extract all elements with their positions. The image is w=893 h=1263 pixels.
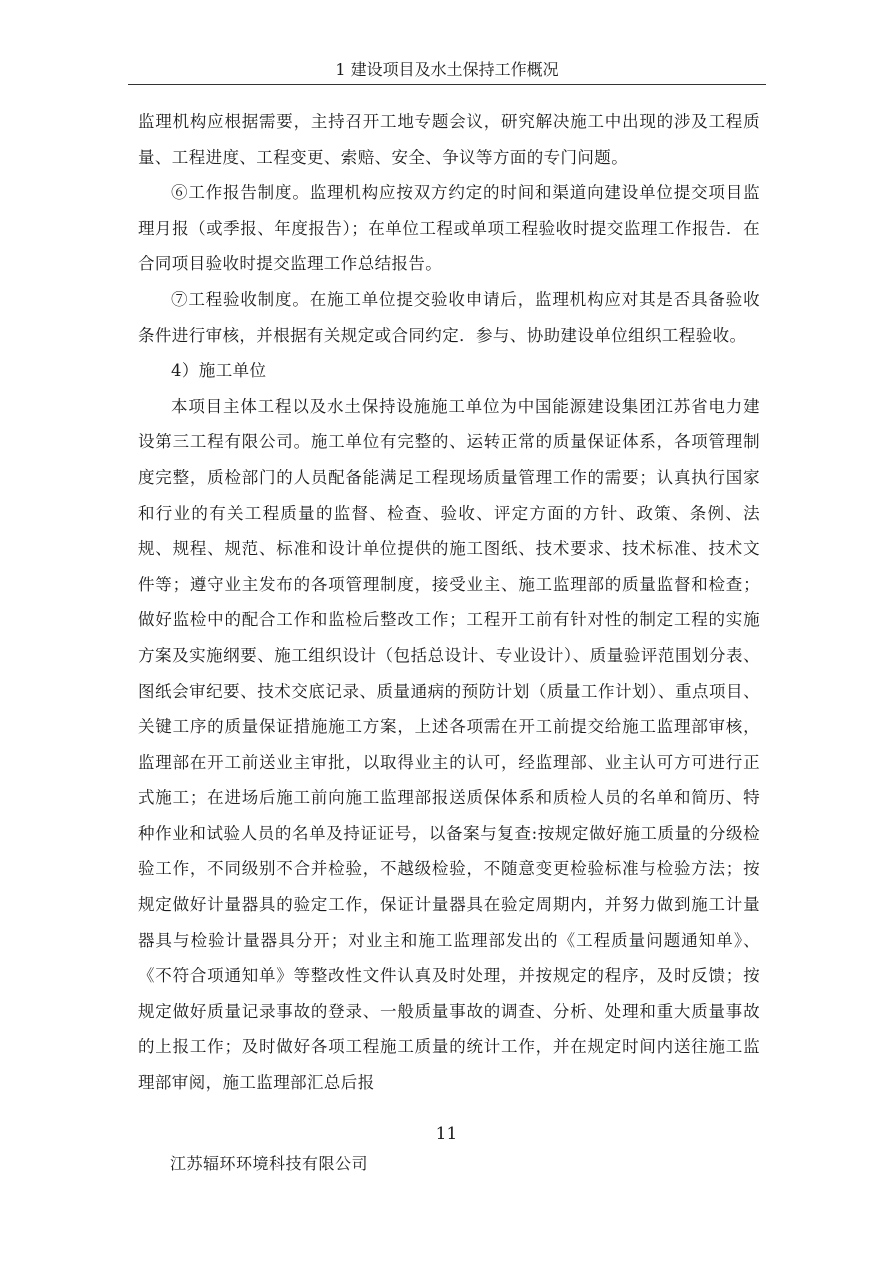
paragraph-meeting-continuation: 监理机构应根据需要，主持召开工地专题会议，研究解决施工中出现的涉及工程质量、工程进度、工程变更、索赔、安全、争议等方面的专门问题。 — [138, 112, 760, 167]
section-heading-construction-unit: 4）施工单位 — [171, 361, 267, 381]
document-body — [138, 104, 760, 1101]
header-title: 1 建设项目及水土保持工作概况 — [335, 60, 559, 79]
page-header — [128, 56, 766, 85]
paragraph-report-system: ⑥工作报告制度。监理机构应按双方约定的时间和渠道向建设单位提交项目监理月报（或季报、年度报告）；在单位工程或单项工程验收时提交监理工作报告．在合同项目验收时提交监理工作总结报告。 — [138, 183, 760, 274]
page-number: 11 — [435, 1124, 458, 1144]
paragraph-construction-unit: 本项目主体工程以及水土保持设施施工单位为中国能源建设集团江苏省电力建设第三工程有限公司。施工单位有完整的、运转正常的质量保证体系，各项管理制度完整，质检部门的人员配备能满足工程现场质量管理工作的需要；认真执行国家和行业的有关工程质量的监督、检查、验收、评定方面的方针、政策、条例、法规、规程、规范、标准和设计单位提供的施工图纸、技术要求、技术标准、技术文件等；遵守业主发布的各项管理制度，接受业主、施工监理部的质量监督和检查；做好监检中的配合工作和监检后整改工作；工程开工前有针对性的制定工程的实施方案及实施纲要、施工组织设计（包括总设计、专业设计）、质量验评范围划分表、图纸会审纪要、技术交底记录、质量通病的预防计划（质量工作计划）、重点项目、关键工序的质量保证措施施工方案，上述各项需在开工前提交给施工监理部审核，监理部在开工前送业主审批，以取得业主的认可，经监理部、业主认可方可进行正式施工；在进场后施工前向施工监理部报送质保体系和质检人员的名单和简历、特种作业和试验人员的名单及持证证号，以备案与复查:按规定做好施工质量的分级检验工作，不同级别不合并检验，不越级检验，不随意变更检验标准与检验方法；按规定做好计量器具的验定工作，保证计量器具在验定周期内，并努力做到施工计量器具与检验计量器具分开；对业主和施工监理部发出的《工程质量问题通知单》、《不符合项通知单》等整改性文件认真及时处理，并按规定的程序，及时反馈；按规定做好质量记录事故的登录、一般质量事故的调查、分析、处理和重大质量事故的上报工作；及时做好各项工程施工质量的统计工作，并在规定时间内送往施工监理部审阅，施工监理部汇总后报 — [138, 396, 760, 1093]
paragraph-acceptance-system: ⑦工程验收制度。在施工单位提交验收申请后，监理机构应对其是否具备验收条件进行审核，并根据有关规定或合同约定．参与、协助建设单位组织工程验收。 — [138, 289, 760, 345]
footer-company-name: 江苏辐环环境科技有限公司 — [170, 1154, 369, 1173]
